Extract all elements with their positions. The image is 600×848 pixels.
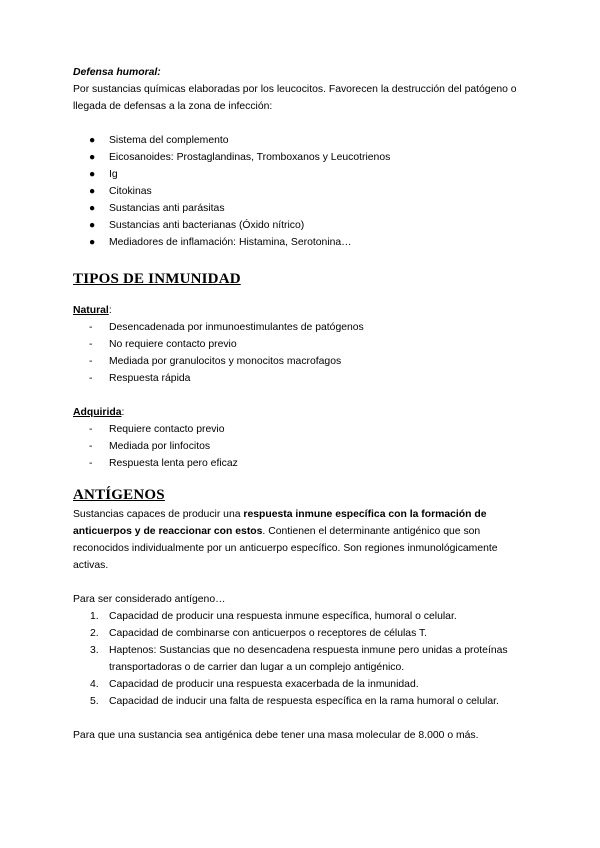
natural-list xyxy=(73,319,533,387)
humoral-bullet-list xyxy=(73,132,533,251)
list-item: 2. Capacidad de combinarse con anticuerpos o receptores de células T. xyxy=(90,628,428,639)
dash-icon: - xyxy=(89,424,93,435)
list-item: - Desencadenada por inmunoestimulantes de patógenos xyxy=(73,319,533,336)
list-item: - Mediada por linfocitos xyxy=(73,438,533,455)
antigenos-paragraph: Sustancias capaces de producir una respuesta inmune específica con la formación de anticuerpos y de reaccionar con estos. Contienen el determinante antigénico que son reconocidos individualmente por un anticuerpo específico. Son regiones inmunológicamente activas. xyxy=(73,509,498,571)
list-item: - Requiere contacto previo xyxy=(73,421,533,438)
list-item: ● Sistema del complemento xyxy=(73,132,533,149)
document-page xyxy=(73,64,533,744)
bullet-icon: ● xyxy=(89,135,96,146)
antigenos-bold-phrase: respuesta inmune específica con la formación de anticuerpos y de reaccionar con estos xyxy=(73,509,487,537)
antigeno-lead: Para ser considerado antígeno… xyxy=(73,594,226,605)
list-item: - Mediada por granulocitos y monocitos macrofagos xyxy=(73,353,533,370)
list-item: - No requiere contacto previo xyxy=(73,336,533,353)
list-item: 4. Capacidad de producir una respuesta exacerbada de la inmunidad. xyxy=(90,679,419,690)
bullet-icon: ● xyxy=(89,237,96,248)
bullet-icon: ● xyxy=(89,186,96,197)
list-item: ● Mediadores de inflamación: Histamina, Serotonina… xyxy=(73,234,533,251)
bullet-icon: ● xyxy=(89,169,96,180)
dash-icon: - xyxy=(89,356,93,367)
list-item: 5. Capacidad de inducir una falta de respuesta específica en la rama humoral o celular. xyxy=(90,696,499,707)
list-item: ● Citokinas xyxy=(73,183,533,200)
bullet-icon: ● xyxy=(89,220,96,231)
dash-icon: - xyxy=(89,458,93,469)
list-item: ● Eicosanoides: Prostaglandinas, Tromboxanos y Leucotrienos xyxy=(73,149,533,166)
humoral-intro: Por sustancias químicas elaboradas por los leucocitos. Favorecen la destrucción del patógeno o llegada de defensas a la zona de infección: xyxy=(73,84,517,112)
list-item: - Respuesta lenta pero eficaz xyxy=(73,455,533,472)
adquirida-list xyxy=(73,421,533,472)
section-title-tipos: TIPOS DE INMUNIDAD xyxy=(73,271,241,287)
section-title-antigenos: ANTÍGENOS xyxy=(73,487,165,503)
list-item: ● Sustancias anti parásitas xyxy=(73,200,533,217)
list-item: ● Ig xyxy=(73,166,533,183)
list-item: - Respuesta rápida xyxy=(73,370,533,387)
bullet-icon: ● xyxy=(89,203,96,214)
natural-label-line: Natural: xyxy=(73,305,112,316)
antigeno-criteria-list xyxy=(73,608,533,710)
dash-icon: - xyxy=(89,373,93,384)
dash-icon: - xyxy=(89,441,93,452)
dash-icon: - xyxy=(89,339,93,350)
adquirida-label-line: Adquirida: xyxy=(73,407,125,418)
adquirida-label: Adquirida xyxy=(73,407,122,418)
dash-icon: - xyxy=(89,322,93,333)
natural-label: Natural xyxy=(73,305,109,316)
bullet-icon: ● xyxy=(89,152,96,163)
list-item: ● Sustancias anti bacterianas (Óxido nítrico) xyxy=(73,217,533,234)
antigeno-closing: Para que una sustancia sea antigénica debe tener una masa molecular de 8.000 o más. xyxy=(73,730,479,741)
list-item: 1. Capacidad de producir una respuesta inmune específica, humoral o celular. xyxy=(90,611,457,622)
list-item: 3. Haptenos: Sustancias que no desencadena respuesta inmune pero unidas a proteínas transportadoras o de carrier dan lugar a un complejo antigénico. xyxy=(90,645,508,673)
humoral-heading: Defensa humoral: xyxy=(73,67,161,78)
